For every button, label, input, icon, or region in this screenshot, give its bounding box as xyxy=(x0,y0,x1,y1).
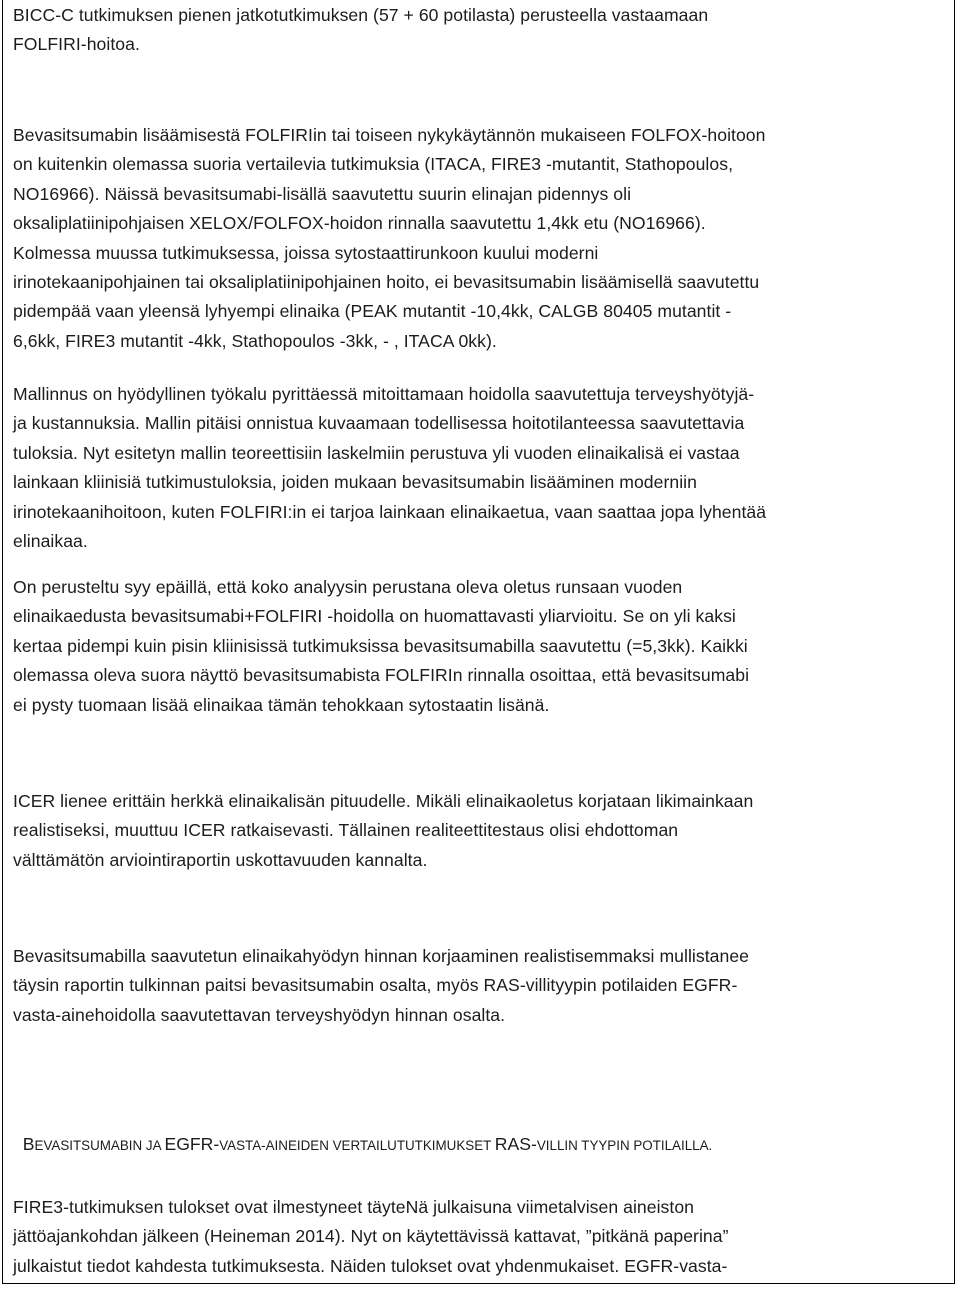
text-line: välttämätön arviointiraportin uskottavuuden kannalta. xyxy=(13,849,428,870)
paragraph-2 xyxy=(13,121,948,356)
text-line: irinotekaanihoitoon, kuten FOLFIRI:in ei tarjoa lainkaan elinaikaetua, vaan saattaa jopa lyhentää xyxy=(13,501,767,522)
paragraph-4 xyxy=(13,573,948,720)
text-line: lainkaan kliinisiä tutkimustuloksia, joiden mukaan bevasitsumabin lisääminen moderniin xyxy=(13,472,697,493)
text-line: jättöajankohdan jälkeen (Heineman 2014). Nyt on käytettävissä kattavat, ”pitkänä paperina” xyxy=(13,1226,729,1247)
text-line: ja kustannuksia. Mallin pitäisi onnistua kuvaamaan todellisessa hoitotilanteessa saavutettavia xyxy=(13,413,745,434)
text-line: Bevasitsumabin lisäämisestä FOLFIRIin tai toiseen nykykäytännön mukaiseen FOLFOX-hoitoon xyxy=(13,125,766,145)
text-line: realistiseksi, muuttuu ICER ratkaisevasti. Tällainen realiteettitestaus olisi ehdottoman xyxy=(13,820,679,841)
text-line: kertaa pidempi kuin pisin kliinisissä tutkimuksissa bevasitsumabilla saavutettu (=5,3kk). Kaikki xyxy=(13,635,748,656)
text-line: On perusteltu syy epäillä, että koko analyysin perustana oleva oletus runsaan vuoden xyxy=(13,577,683,597)
text-line: Bevasitsumabilla saavutetun elinaikahyödyn hinnan korjaaminen realistisemmaksi mullistanee xyxy=(13,946,749,966)
heading-segment: EGFR- xyxy=(164,1134,220,1155)
text-line: tuloksia. Nyt esitetyn mallin teoreettisiin laskelmiin perustuva yli vuoden elinaikalisä ei vastaa xyxy=(13,442,740,463)
paragraph-3 xyxy=(13,380,948,556)
text-line: Mallinnus on hyödyllinen työkalu pyrittäessä mitoittamaan hoidolla saavutettuja terveyshyötyjä- xyxy=(13,384,755,404)
paragraph-5 xyxy=(13,787,948,875)
text-line: vasta-ainehoidolla saavutettavan terveyshyödyn hinnan osalta. xyxy=(13,1004,506,1025)
text-line: täysin raportin tulkinnan paitsi bevasitsumabin osalta, myös RAS-villityypin potilaiden EGFR- xyxy=(13,975,738,996)
text-line: on kuitenkin olemassa suoria vertailevia tutkimuksia (ITACA, FIRE3 -mutantit, Stathopoulos, xyxy=(13,154,734,175)
text-line: BICC-C tutkimuksen pienen jatkotutkimuksen (57 + 60 potilasta) perusteella vastaamaan xyxy=(13,5,709,25)
text-line: FIRE3-tutkimuksen tulokset ovat ilmestyneet täyteNä julkaisuna viimetalvisen aineiston xyxy=(13,1197,694,1217)
text-line: ei pysty tuomaan lisää elinaikaa tämän tehokkaan sytostaatin lisänä. xyxy=(13,694,550,715)
paragraph-7 xyxy=(13,1193,948,1281)
heading-segment: VASTA-AINEIDEN VERTAILUTUTKIMUKSET xyxy=(219,1138,495,1154)
paragraph-1 xyxy=(13,1,948,60)
text-line: olemassa oleva suora näyttö bevasitsumabista FOLFIRIn rinnalla osoittaa, että bevasitsumabi xyxy=(13,665,750,686)
text-line: julkaistut tiedot kahdesta tutkimuksesta. Näiden tulokset ovat yhdenmukaiset. EGFR-vasta- xyxy=(13,1255,728,1276)
text-line: irinotekaanipohjainen tai oksaliplatiinipohjainen hoito, ei bevasitsumabin lisäämisellä saavutettu xyxy=(13,272,760,293)
text-line: FOLFIRI-hoitoa. xyxy=(13,34,140,55)
heading-segment: RAS- xyxy=(494,1134,537,1155)
heading-segment: EVASITSUMABIN JA xyxy=(34,1138,165,1154)
heading-segment: B xyxy=(22,1134,35,1155)
text-line: NO16966). Näissä bevasitsumabi-lisällä saavutettu suurin elinajan pidennys oli xyxy=(13,183,632,204)
section-heading xyxy=(13,1101,712,1161)
heading-segment: VILLIN TYYPIN POTILAILLA. xyxy=(536,1138,713,1154)
text-line: oksaliplatiinipohjaisen XELOX/FOLFOX-hoidon rinnalla saavutettu 1,4kk etu (NO16966). xyxy=(13,213,706,234)
text-line: elinaikaedusta bevasitsumabi+FOLFIRI -hoidolla on huomattavasti yliarvioitu. Se on yli kaksi xyxy=(13,606,736,627)
text-line: pidempää vaan yleensä lyhyempi elinaika (PEAK mutantit -10,4kk, CALGB 80405 mutantit - xyxy=(13,301,732,322)
text-line: 6,6kk, FIRE3 mutantit -4kk, Stathopoulos -3kk, - , ITACA 0kk). xyxy=(13,330,497,351)
paragraph-6 xyxy=(13,942,948,1030)
text-line: Kolmessa muussa tutkimuksessa, joissa sytostaattirunkoon kuului moderni xyxy=(13,242,599,263)
text-line: elinaikaa. xyxy=(13,531,88,552)
text-line: ICER lienee erittäin herkkä elinaikalisän pituudelle. Mikäli elinaikaoletus korjataan likimainkaan xyxy=(13,791,754,811)
